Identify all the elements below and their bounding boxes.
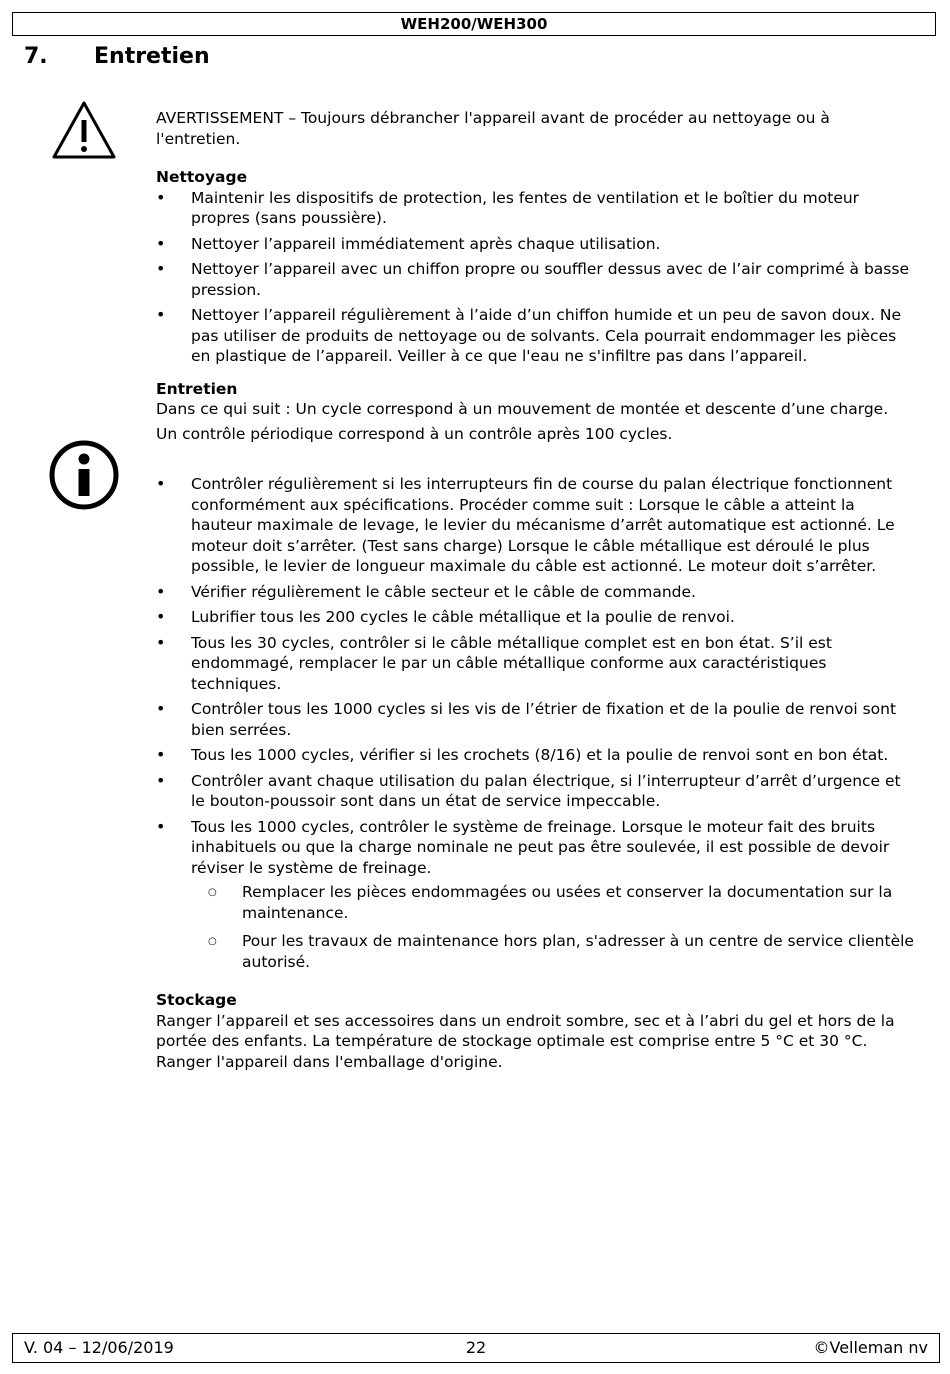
warning-text: AVERTISSEMENT – Toujours débrancher l'appareil avant de procéder au nettoyage ou à l'entretien. bbox=[156, 109, 830, 148]
storage-heading: Stockage bbox=[156, 991, 237, 1009]
list-item: • Contrôler avant chaque utilisation du palan électrique, si l’interrupteur d’arrêt d’urgence et le bouton-poussoir sont dans un état de service impeccable. bbox=[156, 771, 916, 812]
brake-sublist bbox=[191, 882, 916, 972]
list-item: • Nettoyer l’appareil avec un chiffon propre ou souffler dessus avec de l’air comprimé à basse pression. bbox=[156, 259, 916, 300]
list-item: • Maintenir les dispositifs de protection, les fentes de ventilation et le boîtier du moteur propres (sans poussière). bbox=[156, 188, 916, 229]
list-item: • Tous les 30 cycles, contrôler si le câble métallique complet est en bon état. S’il est endommagé, remplacer le par un câble métallique conforme aux caractéristiques techniques. bbox=[156, 633, 916, 695]
maintenance-intro-periodic: Un contrôle périodique correspond à un contrôle après 100 cycles. bbox=[156, 424, 673, 443]
list-item: • Contrôler tous les 1000 cycles si les vis de l’étrier de fixation et de la poulie de renvoi sont bien serrées. bbox=[156, 699, 916, 740]
maintenance-list bbox=[156, 474, 916, 972]
copyright: ©Velleman nv bbox=[813, 1338, 928, 1357]
section-heading: Entretien bbox=[94, 44, 210, 69]
list-item: • Tous les 1000 cycles, vérifier si les crochets (8/16) et la poulie de renvoi sont en bon état. bbox=[156, 745, 916, 766]
list-item-text: Tous les 1000 cycles, contrôler le système de freinage. Lorsque le moteur fait des bruits inhabituels ou que la charge nominale ne peut pas être soulevée, il est possible de devoir réviser le système de freinage. bbox=[191, 817, 890, 877]
page-footer bbox=[12, 1333, 940, 1363]
warning-triangle-icon bbox=[51, 100, 117, 160]
version-date: V. 04 – 12/06/2019 bbox=[24, 1338, 174, 1357]
cleaning-heading: Nettoyage bbox=[156, 168, 248, 186]
storage-text: Ranger l’appareil et ses accessoires dans un endroit sombre, sec et à l’abri du gel et hors de la portée des enfants. La température de stockage optimale est comprise entre 5 °C et 30 °C. Ranger l'appareil dans l'emballage d'origine. bbox=[156, 1011, 895, 1071]
section-title bbox=[24, 44, 210, 69]
list-item: • Nettoyer l’appareil immédiatement après chaque utilisation. bbox=[156, 234, 916, 255]
section-number: 7. bbox=[24, 44, 48, 69]
page-header bbox=[12, 12, 936, 36]
list-item: • Contrôler régulièrement si les interrupteurs fin de course du palan électrique fonctionnent conformément aux spécifications. Procéder comme suit : Lorsque le câble a atteint la hauteur maximale de levage, le levier du mécanisme d’arrêt automatique est actionné. Le moteur doit s’arrêter. (Test sans charge) Lorsque le câble métallique est déroulé le plus possible, le levier de longueur maximale du câble est actionné. Le moteur doit s’arrêter. bbox=[156, 474, 916, 577]
info-icon bbox=[49, 440, 119, 510]
maintenance-heading: Entretien bbox=[156, 379, 238, 398]
maintenance-intro-cycle: Dans ce qui suit : Un cycle correspond à un mouvement de montée et descente d’une charge. bbox=[156, 400, 889, 418]
list-item: • Nettoyer l’appareil régulièrement à l’aide d’un chiffon humide et un peu de savon doux. Ne pas utiliser de produits de nettoyage ou de solvants. Cela pourrait endommager les pièces en plastique de l’appareil. Veiller à ce que l'eau ne s'infiltre pas dans l’appareil. bbox=[156, 305, 916, 367]
list-item: • Vérifier régulièrement le câble secteur et le câble de commande. bbox=[156, 582, 916, 603]
cleaning-list bbox=[156, 188, 916, 367]
header-title: WEH200/WEH300 bbox=[400, 15, 548, 33]
list-item: • Lubrifier tous les 200 cycles le câble métallique et la poulie de renvoi. bbox=[156, 607, 916, 628]
page-number: 22 bbox=[465, 1338, 487, 1357]
sub-list-item: ○ Remplacer les pièces endommagées ou usées et conserver la documentation sur la maintenance. bbox=[191, 882, 916, 923]
page-content bbox=[156, 108, 916, 1072]
list-item bbox=[156, 817, 916, 973]
sub-list-item: ○ Pour les travaux de maintenance hors plan, s'adresser à un centre de service clientèle autorisé. bbox=[191, 931, 916, 972]
